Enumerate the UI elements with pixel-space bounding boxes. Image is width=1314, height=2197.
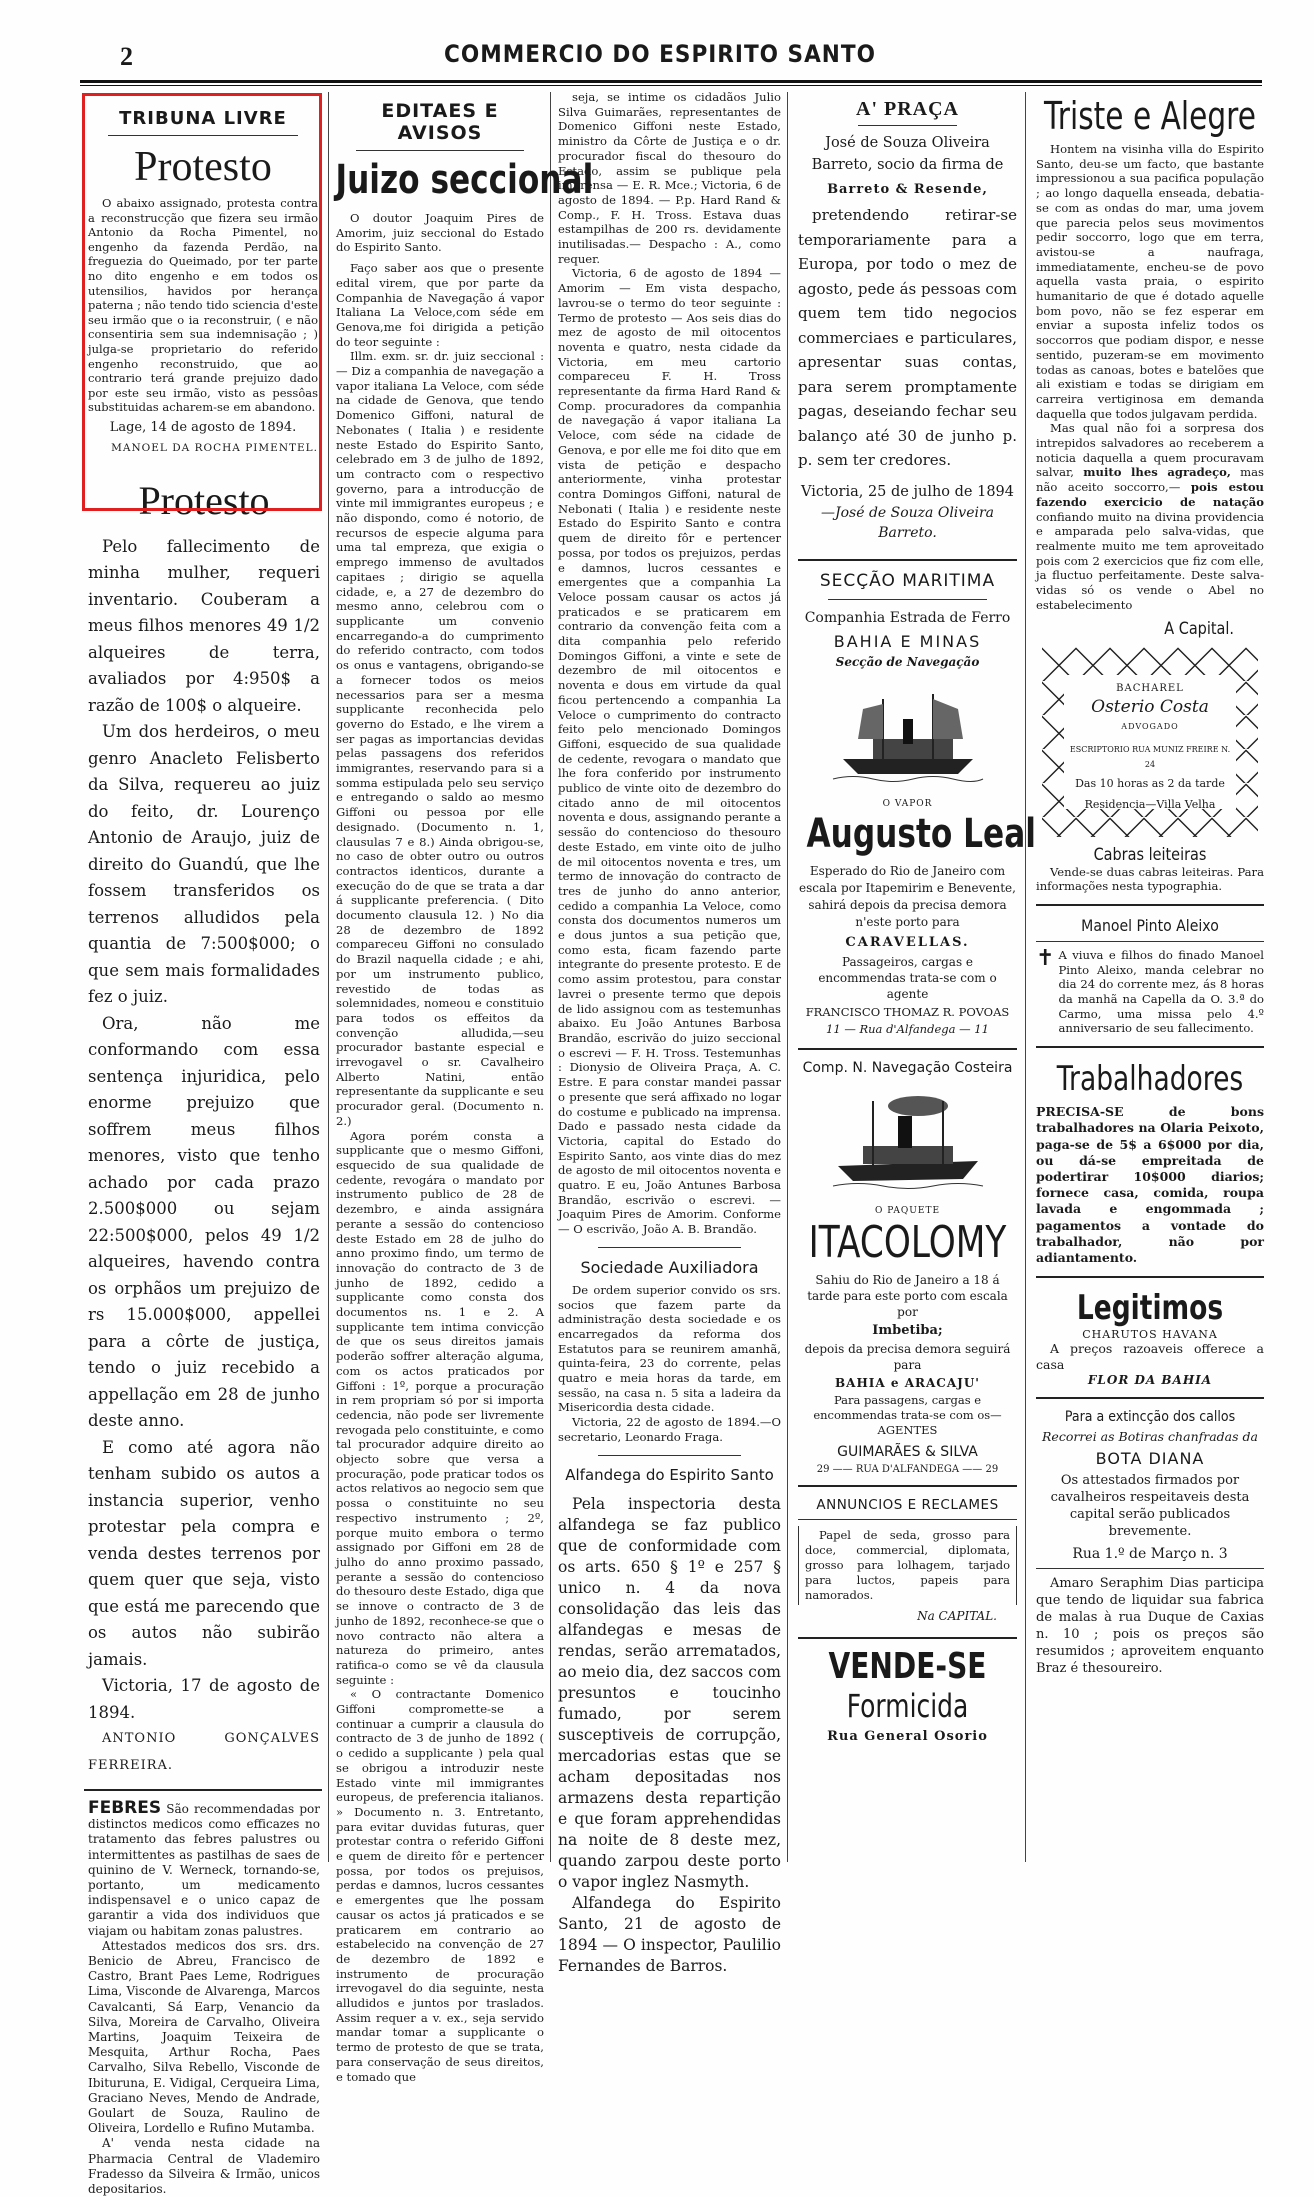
manoel-body: A viuva e filhos do finado Manoel Pinto Aleixo, manda celebrar no dia 24 do corrente mez, ás 8 horas da manhã na Capella da O. 3.ª do Carmo, uma missa pelo 4.º anniversario de seu fallecimento. [1058, 947, 1264, 1036]
annuncios-title: ANNUNCIOS E RECLAMES [816, 1496, 999, 1513]
febres-sale-info: A' venda nesta cidade na Pharmacia Central de Vlademiro Fradesso da Silveira & Irmão, unicos depositarios. [88, 2136, 320, 2197]
edital-paragraph: Agora porém consta a supplicante que o mesmo Giffoni, esquecido de sua qualidade de cedente, revogára o mandato por instrumento publico de 28 de dezembro, e ainda assignára perante a sessão do contencioso deste Estado em 28 de julho do anno proximo findo, um termo de innovação do contracto de 3 de junho de 1892, cedido a supplicante como consta dos documentos ns. 1 e 2. A supplicante tem intima convicção de que os seus direitos jamais poderão soffrer alteração alguma, com os actos praticados por Giffoni : 1º, porque a procuração in rem propriam só por si importa cedencia, não pode ser livremente revogada pelo constituinte, e como tal procurador adquire direito ao objecto sobre que versa a procuração, pode praticar todos os actos relativos ao negocio sem que possa o constituinte no seu respectivo instrumento ; 2º, porque muito embora o termo assignado por Giffoni em 28 de julho do anno proximo passado, perante a sessão do contencioso do thesouro deste Estado, diga que se innove o contracto de 3 de junho de 1892, reconhece-se que o novo contracto não altera a natureza do primeiro, antes ratifica-o como se vê da clausula seguinte : [336, 1128, 544, 1687]
annuncios-signature: Na CAPITAL. [917, 1608, 997, 1623]
edital-paragraph: Illm. exm. sr. dr. juiz seccional :— Diz a companhia de navegação a vapor italiana La Veloce, com séde na cidade de Genova, que tendo Domenico Giffoni, natural de Nebonates ( Italia ) e residente neste Estado do Espirito Santo, celebrado em 3 de julho de 1892, um contracto com o respectivo governo, para a introducção de vinte mil immigrantes europeus ; e não dispondo, como é notorio, de recursos de especie alguma para uma tal empreza, que exigia o emprego immenso de avultados capitaes ; dirigio se aquella cidade, e, a 27 de dezembro do mesmo anno, celebrou com o supplicante um convenio encarregando-a do cumprimento do referido contracto, com todos os onus e vantagens, obrigando-se a fornecer todos os meios necessarios para ser a mesma supplicante reconhecida pelo governo do Estado, e lhe virem a ser pagas as importancias devidas pelas passagens dos referidos immigrantes, reservando para si a somma estipulada pelo seu serviço e entregando o saldo ao mesmo Giffoni ou pessoa por elle designado. (Documento n. 1, clausulas 7 e 8.) Ainda obrigou-se, no caso de obter outro ou outros contractos identicos, durante a execução do de que se trata a dar á supplicante preferencia. ( Dito documento clausula 12. ) No dia 28 de dezembro de 1892 compareceu Giffoni no consulado do Brazil naquella cidade ; e ahi, por um instrumento publico, revestido de todas as solemnidades, nomeou e constituio para todos os effeitos da convenção alludida,—seu procurador bastante especial e irrevogavel o sr. Cavalheiro Alberto Natini, então representante da supplicante e seu procurador geral. (Documento n. 2.) [336, 349, 544, 1128]
column-divider [328, 92, 329, 1862]
praca-title: A' PRAÇA [856, 98, 959, 120]
protest-1-title: Protesto [134, 144, 272, 190]
vapor-address: 11 — Rua d'Alfandega — 11 [826, 1021, 989, 1036]
trabalhadores-title: Trabalhadores [1056, 1059, 1244, 1100]
card-name: Osterio Costa [1091, 696, 1209, 717]
alfandega-date: Alfandega do Espirito Santo, 21 de agosto de 1894 — O inspector, Paulilio Fernandes de Barros. [558, 1893, 781, 1975]
divider [798, 1519, 1017, 1520]
divider [1036, 1397, 1264, 1399]
callos-address: Rua 1.º de Março n. 3 [1072, 1546, 1228, 1563]
callos-title: Para a extincção dos callos [1064, 1409, 1236, 1426]
paquete-agents: GUIMARÃES & SILVA [837, 1443, 978, 1460]
praca-signature: —José de Souza Oliveira Barreto. [820, 504, 994, 541]
triste-paragraph: Hontem na visinha villa do Espirito Santo, deu-se um facto, que bastante impressionou a sua pacifica população ; ao longo daquella enseada, debatia-se com as ondas do mar, uma jovem que parecia pelos seus movimentos pedir soccorro, logo que em terra, avistou-se a naufraga, immediatamente, encheu-se de povo aquella vasta praia, o espirito humanitario de que é dotado aquelle bom povo, não se fez esperar em enviar a suposta infeliz todos os soccorros que podiam dispor, e nesse sentido, puzeram-se em movimento todas as canoas, botes e batelões que ali existiam e todas se dirigiam em carreira vertiginosa em demanda daquella que todos julgavam perdida. [1036, 142, 1264, 421]
legitimos-body: A preços razoaveis offerece a casa [1036, 1341, 1264, 1373]
paquete-continue: depois da precisa demora seguirá para [804, 1341, 1011, 1372]
vende-se-item: Formicida [846, 1686, 969, 1725]
callos-intro: Recorrei as Botiras chanfradas da [1042, 1429, 1258, 1445]
edital-paragraph: Faço saber aos que o presente edital virem, que por parte da Companhia de Navegação á vapor Italiana La Veloce,com séde em Genova,me foi dirigida a petição do teor seguinte : [336, 261, 544, 349]
column-4 [790, 90, 1036, 1860]
vapor-body: Esperado do Rio de Janeiro com escala por Itapemirim e Benevente, sahirá depois da precisa demora n'este porto para [799, 863, 1016, 929]
protest-2-paragraph: Ora, não me conformando com essa sentença injuridica, pelo enorme prejuizo que soffrem meus filhos menores, visto que tenho achado por cada prazo 2.500$000 ou sejam 22:500$000, pelos 49 1/2 alqueires, havendo contra os orphãos um prejuizo de rs 15.000$000, appellei para a côrte de justiça, tendo o juiz recebido a appellação em 28 de junho deste anno. [88, 1013, 320, 1430]
card-degree: BACHAREL [1116, 682, 1184, 694]
maritima-title: SECÇÃO MARITIMA [819, 570, 996, 591]
divider [356, 150, 524, 151]
rail-section: Secção de Navegação [835, 654, 980, 669]
paquete-body: Sahiu do Rio de Janeiro a 18 á tarde para este porto com escala por [807, 1272, 1008, 1319]
lawyer-card [1042, 647, 1258, 837]
protest-1-body: O abaixo assignado, protesta contra a reconstrucção que fizera seu irmão Antonio da Rocha Pimentel, no engenho da fazenda Perdão, na freguezia do Queimado, por ter parte no dito engenho e em todos os utensilios, havidos por herança paterna ; não tendo tido sciencia d'este seu irmão que o ia reconstruir, ( e não consentiria sem sua indemnisação ; ) julga-se proprietario do referido engenho reconstruido, que ao contrario terá grande prejuizo dado por este seu irmão, visto as pessôas substituidas acharem-se em abandono. [88, 196, 318, 415]
praca-intro: José de Souza Oliveira Barreto, socio da firma de [811, 135, 1004, 173]
card-office: ESCRIPTORIO RUA MUNIZ FREIRE N. 24 [1069, 744, 1231, 769]
steamship-illustration [833, 1086, 983, 1196]
legitimos-title: Legitimos [1076, 1288, 1224, 1329]
triste-text: confiando muito na divina providencia e amparada pelo salva-vidas, que realmente muito me tem aproveitado pois com 2 exercicios que fiz com elle, ja fluctuo perfeitamente. Deste salva-vidas só os vende o Abel no estabelecimento [1036, 509, 1264, 612]
divider [598, 1455, 741, 1456]
alfandega-body: Pela inspectoria desta alfandega se faz publico que de conformidade com os arts. 650 § 1º e 257 § unico n. 4 da nova consolidação das leis das alfandegas e mesas de rendas, serão arrematados, ao meio dia, dez saccos com presuntos e toucinho fumado, por serem susceptiveis de corrupção, mercadorias estas que se acham depositadas nos armazens desta repartição e que foram apprehendidas na noite de 8 deste mez, quando zarpou deste porto o vapor inglez Nasmyth. [558, 1494, 781, 1891]
paquete-via: Imbetiba; [872, 1322, 943, 1338]
page-header [0, 0, 1314, 80]
paquete-address: 29 —— RUA D'ALFANDEGA —— 29 [816, 1463, 999, 1475]
divider [798, 559, 1017, 561]
protest-2-title: Protesto [138, 477, 270, 523]
triste-text: mas não aceito soccorro,— [1036, 465, 1265, 495]
praca-body: pretendendo retirar-se temporariamente para a Europa, por todo o mez de agosto, pede ás pessoas com quem tem tido negocios commerciaes e particulares, apresentar suas contas, para serem promptamente pagas, deseiando fechar seu balanço até 30 de junho p. p. sem ter credores. [798, 206, 1017, 469]
vapor-destination: CARAVELLAS. [845, 934, 970, 950]
edital-continued: Victoria, 6 de agosto de 1894 — Amorim — Em vista despacho, lavrou-se o termo do teor seguinte : Termo de protesto — Aos seis dias do mez de agosto de mil oitocentos noventa e quatro, nesta cidade da Victoria, em meu cartorio compareceu F. H. Tross representante da firma Hard Rand & Comp. procuradores da companhia de navegação á vapor italiana La Veloce, com séde na cidade de Genova, e por elle me foi dito que em vista de petição e despacho anteriormente, vinha protestar contra Domingos Giffoni, natural de Nebonati ( Italia ) e residente neste Estado do Espirito Santo e contra quem de direito fôr e pertencer possa, por todos os prejuizos, perdas e damnos, lucros cessantes e emergentes que a companhia La Veloce possam causar os actos já praticados e se praticarem em contrario da convenção feita com a dita companhia pelo referido Domingos Giffoni, a vinte e sete de dezembro de mil oitocentos e noventa e dous em virtude da qual ficou pertencendo a companhia La Veloce o cumprimento do contracto feito pelo mencionado Domingos Giffoni, esquecido de sua qualidade de cedente, revogara o mandato que lhe fora conferido por instrumento publico de vinte oito de dezembro do citado anno de mil oitocentos noventa e dous, assignando perante a sessão do contencioso do thesouro deste Estado, em vinte oito de julho de mil oitocentos noventa e tres, um termo de innovação do contracto de tres de junho do anno anterior, cedido a companhia La Veloce, como consta dos documentos numeros um e dous juntos a sua petição que, como esta, ficam fazendo parte integrante do presente protesto. E de como assim protestou, para constar lavrei o presente termo que depois de lido assignou com as testemunhas abaixo. Eu João Antunes Barbosa Brandão, escrivão do juizo seccional o escrevi — F. H. Tross. Testemunhas : Dionysio de Oliveira Praça, A. C. Estre. E para constar mandei passar o presente que será affixado no logar do costume e publicado na imprensa. Dado e passado nesta cidade da Victoria, capital do Estado do Espirito Santo, aos vinte dias do mez de agosto de mil oitocentos noventa e quatro. E eu, João Antunes Barbosa Brandão, escrivão o escrevi. — Joaquim Pires de Amorim. Conforme — O escrivão, João A. B. Brandão. [558, 266, 781, 1237]
divider [828, 599, 987, 600]
protest-2-paragraph: Um dos herdeiros, o meu genro Anacleto Felisberto da Silva, requereu ao juiz do feito, dr. Lourenço Antonio de Araujo, juiz de direito do Guandú, que lhe fossem transferidos os terrenos alludidos pela quantia de 7:500$000; o que sem mais formalidades fez o juiz. [88, 722, 320, 1006]
editaes-avisos-label: EDITAES E AVISOS [381, 100, 499, 144]
protest-2-paragraph: Pelo fallecimento de minha mulher, requeri inventario. Couberam a meus filhos menores 49 1/2 alqueires de terra, avaliados por 4:950$ a razão de 100$ o alqueire. [88, 536, 320, 715]
page-number: 2 [120, 42, 133, 71]
callos-brand: BOTA DIANA [1095, 1449, 1205, 1469]
legitimos-store: FLOR DA BAHIA [1087, 1373, 1213, 1388]
triste-alegre-title: Triste e Alegre [1044, 94, 1256, 138]
divider [84, 1789, 322, 1791]
column-3 [552, 90, 785, 1975]
paquete-contact: Para passagens, cargas e encommendas trata-se com os—AGENTES [813, 1392, 1002, 1437]
divider [1036, 1568, 1264, 1569]
divider [1036, 941, 1264, 942]
callos-body: Os attestados firmados por cavalheiros respeitaveis desta capital serão publicados brevemente. [1050, 1473, 1250, 1540]
column-divider [550, 92, 551, 1862]
cabras-body: Vende-se duas cabras leiteiras. Para informações nesta typographia. [1036, 864, 1264, 894]
edital-continued: seja, se intime os cidadãos Julio Silva Guimarães, representantes de Domenico Giffoni neste Estado, ministro da Côrte de Justiça e o dr. procurador fiscal do thesouro do Estado, assim se publique pela imprensa — E. R. Mce.; Victoria, 6 de agosto de 1894. — P.p. Hard Rand & Comp., F. H. Tross. Estava duas estampilhas de 200 rs. devidamente inutilisadas.— Despacho : A., como requer. [558, 90, 781, 266]
divider [858, 125, 957, 126]
paquete-destination: BAHIA e ARACAJU' [835, 1375, 980, 1390]
protest-2-paragraph: E como até agora não tenham subido os autos a instancia superior, venho protestar pela compra e venda destes terrenos por quem quer que seja, visto que está me parecendo que os autos não subirão jamais. [88, 1437, 320, 1669]
rail-name: BAHIA E MINAS [833, 631, 982, 651]
vapor-agent: FRANCISCO THOMAZ R. POVOAS [805, 1004, 1010, 1019]
febres-title: FEBRES [88, 1798, 162, 1818]
column-5 [1028, 90, 1268, 1860]
card-hours: Das 10 horas as 2 da tarde [1075, 776, 1225, 790]
triste-text: Mas qual não foi a sorpresa dos intrepidos salvadores ao receberem a noticia daquella a quem procuravam salvar, [1036, 421, 1264, 480]
protest-1-place-date: Lage, 14 de agosto de 1894. [109, 419, 297, 435]
divider [798, 1637, 1017, 1639]
vapor-name: Augusto Leal [806, 810, 1036, 857]
alfandega-title: Alfandega do Espirito Santo [565, 1465, 774, 1484]
protest-2-place-date: Victoria, 17 de agosto de 1894. [88, 1676, 320, 1722]
divider [1036, 1276, 1264, 1278]
edital-paragraph: O doutor Joaquim Pires de Amorim, juiz seccional do Estado do Espirito Santo. [336, 211, 544, 255]
febres-attestados: Attestados medicos dos srs. drs. Benicio de Abreu, Francisco de Castro, Brant Paes Leme, Rodrigues Lima, Visconde de Alvarenga, Marcos Cavalcanti, Sá Earp, Venancio da Silva, Moreira de Carvalho, Oliveira Martins, Joaquim Teixeira de Mesquita, Arthur Rocha, Paes Carvalho, Silva Rebello, Visconde de Ibituruna, E. Vidigal, Cerqueira Lima, Graciano Neves, Mendo de Andrade, Goulart de Souza, Raulino de Oliveira, Lordello e Rufino Mutamba. [88, 1938, 320, 2136]
triste-quote: muito lhes agradeço, [1083, 465, 1231, 480]
praca-firm: Barreto & Resende, [827, 182, 988, 197]
column-divider [1025, 92, 1026, 1862]
cabras-title: Cabras leiteiras [1093, 844, 1207, 865]
divider [798, 1485, 1017, 1487]
praca-date: Victoria, 25 de julho de 1894 [800, 483, 1015, 500]
rail-company: Companhia Estrada de Ferro [804, 609, 1011, 626]
steamship-illustration [833, 679, 983, 789]
vende-se-title: VENDE-SE [828, 1645, 987, 1687]
divider [1036, 1046, 1264, 1048]
divider [798, 1048, 1017, 1050]
protest-2-signature: ANTONIO GONÇALVES FERREIRA. [88, 1731, 320, 1773]
column-divider [787, 92, 788, 1862]
manoel-title: Manoel Pinto Aleixo [1081, 915, 1219, 935]
trabalhadores-body: PRECISA-SE de bons trabalhadores na Olaria Peixoto, paga-se de 5$ a 6$000 por dia, ou dá-se empreitada de podertirar 10$000 diarios; fornece casa, comida, roupa lavada e engommada ; pagamentos a vontade do trabalhador, não por adiantamento. [1036, 1104, 1264, 1265]
highlight-box [82, 93, 322, 511]
divider [598, 1247, 741, 1248]
masthead: COMMERCIO DO ESPIRITO SANTO [444, 40, 876, 68]
paquete-name: ITACOLOMY [808, 1216, 1007, 1268]
lawyer-card-inner [1064, 675, 1236, 809]
febres-intro: São recommendadas por distinctos medicos como efficazes no tratamento das febres palustres ou intermittentes as pastilhas de saes de quinino de V. Werneck, tornando-se, portanto, um medicamento indispensavel e o unico capaz de garantir a vida dos individuos que viajam ou habitam zonas palustres. [88, 1802, 320, 1938]
protest-1-signature: MANOEL DA ROCHA PIMENTEL. [111, 441, 318, 454]
sociedade-body: De ordem superior convido os srs. socios que fazem parte da administração desta sociedade e os encarregados da reforma dos Estatutos para se reunirem amanhã, quinta-feira, 23 do corrente, pelas quatro e meia horas da tarde, em sessão, na casa n. 5 sita a ladeira da Misericordia desta cidade. [558, 1282, 781, 1415]
divider [1036, 904, 1264, 906]
annuncios-body: Papel de seda, grosso para doce, commercial, diplomata, grosso para lolhagem, tarjado para luctos, papeis para namorados. [798, 1526, 1017, 1605]
card-residence: Residencia—Villa Velha [1084, 797, 1216, 811]
sociedade-title: Sociedade Auxiliadora [580, 1257, 759, 1277]
header-rule [80, 80, 1262, 83]
paquete-label: O PAQUETE [874, 1205, 941, 1216]
amaro-body: Amaro Seraphim Dias participa que tendo de liquidar sua fabrica de malas à rua Duque de Caxias n. 10 ; pois os preços são resumidos ; aproveitem enquanto Braz é thesoureiro. [1036, 1576, 1264, 1677]
costeira-title: Comp. N. Navegação Costeira [802, 1059, 1013, 1076]
vapor-label: O VAPOR [882, 798, 933, 809]
cross-icon: ✝ [1036, 945, 1055, 971]
vende-se-address: Rua General Osorio [827, 1728, 988, 1744]
juizo-seccional-title: Juizo seccional [335, 157, 594, 203]
edital-paragraph: « O contractante Domenico Giffoni compromette-se a continuar a cumprir a clausula do contracto de 3 de junho de 1892 ( o cedido a supplicante ) pela qual se obrigou a introduzir neste Estado vinte mil immigrantes europeus, de preferencia italianos. » Documento n. 3. Entretanto, para evitar duvidas futuras, quer protestar contra o referido Giffoni e quem de direito fôr e pertencer possa, por todos os prejuisos, perdas e damnos, lucros cessantes e emergentes que lhe possam causar os actos já praticados e se praticarem em contrario ao estabelecido na convenção de 27 de dezembro de 1892 e instrumento de procuração irrevogavel do dia seguinte, nesta alludidos e juntos por traslados. Assim requer a v. ex., seja servido mandar tomar a supplicante o termo de protesto de que se trata, para conservação de seus direitos, e tomado que [336, 1687, 544, 2084]
capital-store-name: A Capital. [1164, 618, 1234, 639]
card-title: ADVOGADO [1121, 721, 1179, 731]
sociedade-date: Victoria, 22 de agosto de 1894.—O secretario, Leonardo Fraga. [558, 1415, 781, 1444]
vapor-contact: Passageiros, cargas e encommendas trata-se com o agente [818, 954, 997, 1001]
triste-quote: pois estou fazendo exercicio de natação [1036, 480, 1264, 509]
tribuna-livre-label: TRIBUNA LIVRE [119, 108, 287, 129]
legitimos-subtitle: CHARUTOS HAVANA [1082, 1328, 1218, 1342]
column-2 [330, 90, 594, 2084]
header-rule-thin [80, 85, 1262, 86]
